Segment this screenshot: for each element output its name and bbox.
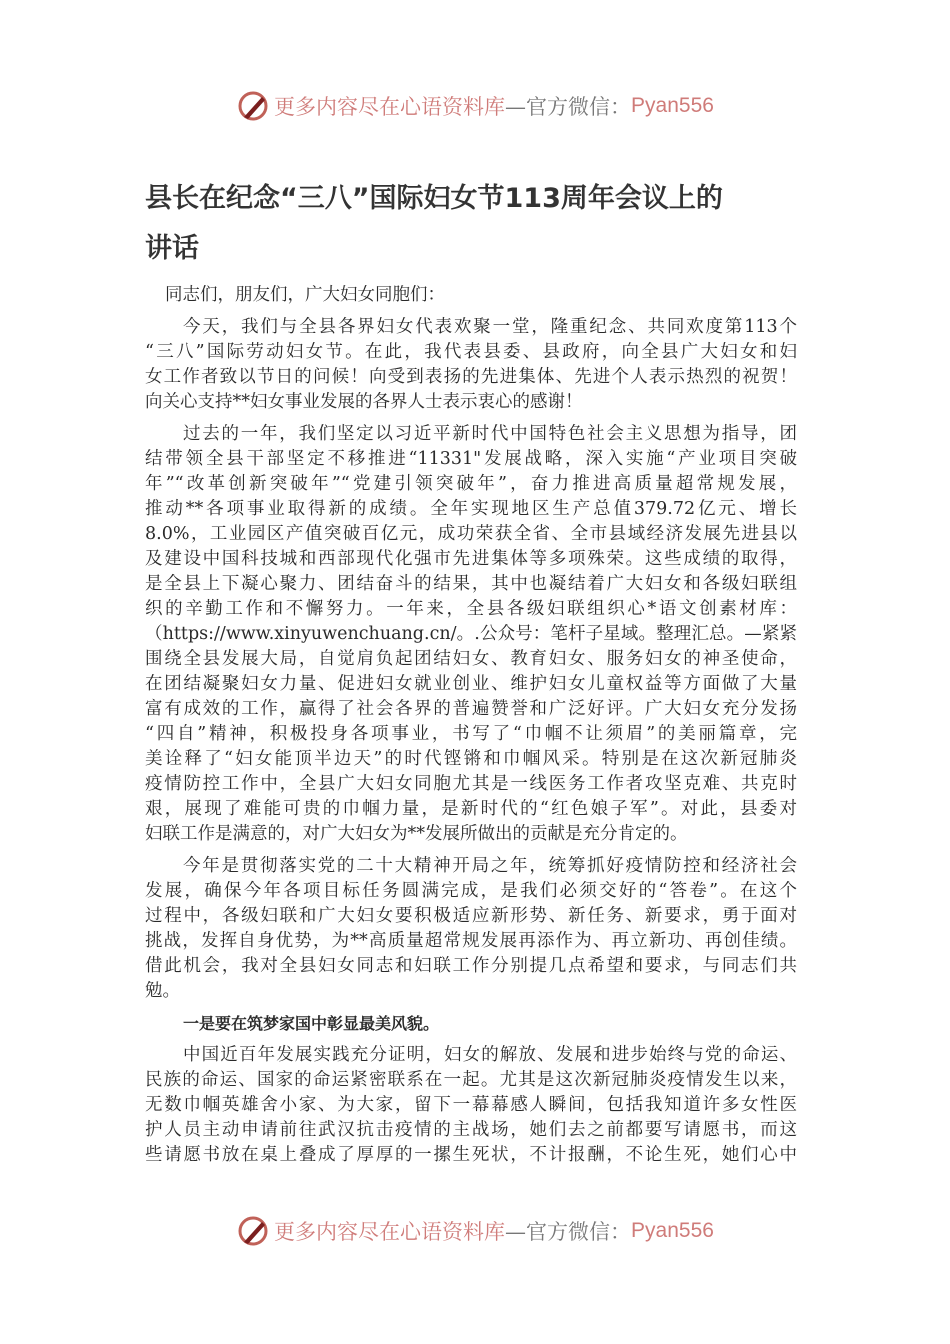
text-line: 8.0%，工业园区产值突破百亿元，成功荣获全省、全市县域经济发展先进县以 — [145, 524, 797, 544]
watermark-account: Pyan556 — [631, 94, 714, 117]
watermark-header — [0, 86, 950, 126]
text-line: 织的辛勤工作和不懈努力。一年来，全县各级妇联组织心*语文创素材库： — [145, 599, 797, 619]
text-line: 发展，确保今年各项目标任务圆满完成，是我们必须交好的“答卷”。在这个 — [145, 881, 798, 901]
text-line: 勉。 — [145, 981, 180, 1001]
paragraph — [145, 422, 797, 847]
document-body — [145, 283, 797, 1175]
text-line: 年”“改革创新突破年”“党建引领突破年”，奋力推进高质量超常规发展， — [145, 474, 797, 494]
text-line: 些请愿书放在桌上叠成了厚厚的一摞生死状，不计报酬，不论生死，她们心中 — [145, 1145, 797, 1165]
watermark-sep: —官方微信： — [505, 95, 632, 119]
text-line: 妇联工作是满意的，对广大妇女为**发展所做出的贡献是充分肯定的。 — [145, 824, 688, 844]
watermark-account: Pyan556 — [631, 1219, 714, 1242]
watermark-footer — [0, 1211, 950, 1251]
paragraph — [145, 1043, 797, 1168]
section-heading — [145, 1011, 797, 1036]
text-line: 艰，展现了难能可贵的巾帼力量，是新时代的“红色娘子军”。对此，县委对 — [145, 799, 797, 819]
text-line: “四自”精神，积极投身各项事业，书写了“巾帼不让须眉”的美丽篇章，完 — [145, 724, 797, 744]
paragraph — [145, 854, 797, 1004]
text-line: 民族的命运、国家的命运紧密联系在一起。尤其是这次新冠肺炎疫情发生以来， — [145, 1070, 797, 1090]
text-line: （https://www.xinyuwenchuang.cn/。.公众号：笔杆子星域。整理汇总。—紧紧 — [145, 624, 797, 644]
text-line: 疫情防控工作中，全县广大妇女同胞尤其是一线医务工作者攻坚克难、共克时 — [145, 774, 797, 794]
pen-logo-icon — [236, 89, 270, 123]
text-line: 过程中，各级妇联和广大妇女要积极适应新形势、新任务、新要求，勇于面对 — [145, 906, 797, 926]
text-line: 富有成效的工作，赢得了社会各界的普遍赞誉和广泛好评。广大妇女充分发扬 — [145, 699, 797, 719]
text-line: 过去的一年，我们坚定以习近平新时代中国特色社会主义思想为指导，团 — [183, 424, 797, 444]
pen-logo-icon — [236, 1214, 270, 1248]
text-line: 围绕全县发展大局，自觉肩负起团结妇女、教育妇女、服务妇女的神圣使命， — [145, 649, 797, 669]
paragraph — [145, 315, 797, 415]
text-line: 借此机会，我对全县妇女同志和妇联工作分别提几点希望和要求，与同志们共 — [145, 956, 797, 976]
text-line: 在团结凝聚妇女力量、促进妇女就业创业、维护妇女儿童权益等方面做了大量 — [145, 674, 797, 694]
title-line: 县长在纪念“三八”国际妇女节113周年会议上的 — [145, 183, 723, 214]
text-line: 无数巾帼英雄舍小家、为大家，留下一幕幕感人瞬间，包括我知道许多女性医 — [145, 1095, 797, 1115]
text-line: 推动**各项事业取得新的成绩。全年实现地区生产总值379.72亿元、增长 — [145, 499, 797, 519]
text-line: 女工作者致以节日的问候！向受到表扬的先进集体、先进个人表示热烈的祝贺！ — [145, 367, 797, 387]
watermark-brand: 更多内容尽在心语资料库 — [274, 1220, 506, 1244]
text-line: 今天，我们与全县各界妇女代表欢聚一堂，隆重纪念、共同欢度第113个 — [183, 317, 797, 337]
text-line: 是全县上下凝心聚力、团结奋斗的结果，其中也凝结着广大妇女和各级妇联组 — [145, 574, 797, 594]
text-line: 同志们，朋友们，广大妇女同胞们： — [165, 285, 445, 305]
watermark-brand: 更多内容尽在心语资料库 — [274, 95, 506, 119]
text-line: 中国近百年发展实践充分证明，妇女的解放、发展和进步始终与党的命运、 — [183, 1045, 797, 1065]
title-line: 讲话 — [145, 233, 199, 264]
text-line: 向关心支持**妇女事业发展的各界人士表示衷心的感谢！ — [145, 392, 583, 412]
text-line: 美诠释了“妇女能顶半边天”的时代铿锵和巾帼风采。特别是在这次新冠肺炎 — [145, 749, 797, 769]
text-line: 及建设中国科技城和西部现代化强市先进集体等多项殊荣。这些成绩的取得， — [145, 549, 797, 569]
text-line: 今年是贯彻落实党的二十大精神开局之年，统筹抓好疫情防控和经济社会 — [183, 856, 797, 876]
text-line: 挑战，发挥自身优势，为**高质量超常规发展再添作为、再立新功、再创佳绩。 — [145, 931, 797, 951]
text-line: 结带领全县干部坚定不移推进“11331"发展战略，深入实施“产业项目突破 — [145, 449, 797, 469]
text-line: “三八”国际劳动妇女节。在此，我代表县委、县政府，向全县广大妇女和妇 — [145, 342, 797, 362]
document-title — [145, 174, 805, 274]
salutation — [145, 283, 797, 308]
watermark-sep: —官方微信： — [505, 1220, 632, 1244]
text-line: 一是要在筑梦家国中彰显最美风貌。 — [183, 1014, 440, 1033]
text-line: 护人员主动申请前往武汉抗击疫情的主战场，她们去之前都要写请愿书，而这 — [145, 1120, 797, 1140]
